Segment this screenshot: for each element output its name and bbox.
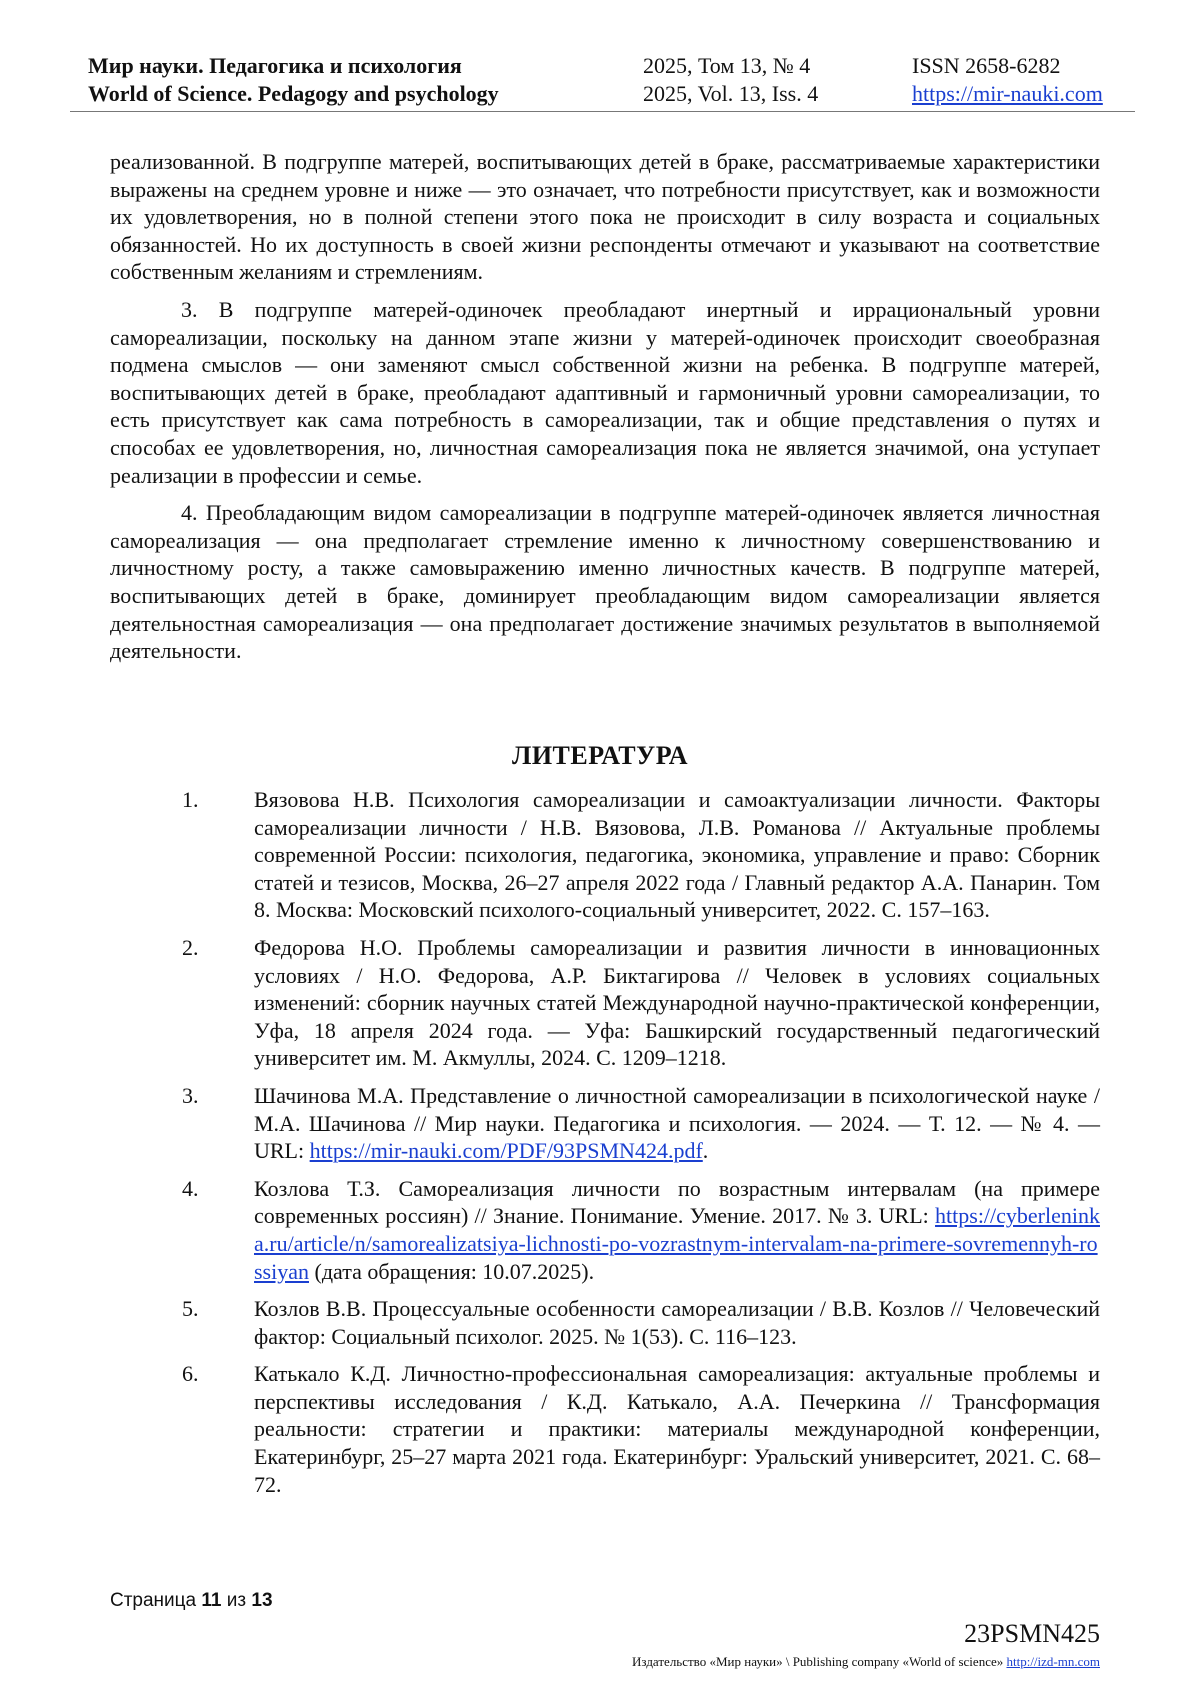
reference-link[interactable]: https://cyberleninka.ru/article/n/samorealizatsiya-lichnosti-po-vozrastnym-intervalam-na-primere-sovremennyh-rossiyan (254, 1203, 1100, 1284)
reference-number: 6. (182, 1361, 199, 1387)
header-rule (70, 111, 1135, 112)
reference-text: Вязовова Н.В. Психология самореализации и самоактуализации личности. Факторы самореализации личности / Н.В. Вязовова, Л.В. Романова // Актуальные проблемы современной России: психология, педагогика, экономика, управление и право: Сборник статей и тезисов, Москва, 26–27 апреля 2022 года / Главный редактор А.А. Панарин. Том 8. Москва: Московский психолого-социальный университет, 2022. С. 157–163. (254, 787, 1100, 923)
page-of: из (226, 1590, 247, 1611)
journal-url-cell (912, 80, 1103, 108)
publisher-text: Издательство «Мир науки» \ Publishing company «World of science» (632, 1654, 1004, 1669)
reference-list (110, 786, 1100, 1508)
reference-text: Козлов В.В. Процессуальные особенности самореализации / В.В. Козлов // Человеческий фактор: Социальный психолог. 2025. № 1(53). С. 116–123. (254, 1296, 1100, 1349)
reference-item (110, 786, 1100, 924)
journal-title-ru: Мир науки. Педагогика и психология (88, 53, 462, 78)
paragraph-3: 4. Преобладающим видом самореализации в подгруппе матерей-одиночек является личностная самореализация — она предполагает стремление именно к личностному совершенствованию и личностному росту, а также самовыражению именно личностных качеств. В подгруппе матерей, воспитывающих детей в браке, доминирует преобладающим видом самореализации является деятельностная самореализация — она предполагает достижение значимых результатов в выполняемой деятельности. (110, 500, 1100, 664)
reference-item (110, 1175, 1100, 1285)
reference-number: 4. (182, 1175, 199, 1201)
reference-text: Шачинова М.А. Представление о личностной самореализации в психологической науке / М.А. Шачинова // Мир науки. Педагогика и психология. — 2024. — Т. 12. — № 4. — URL: (254, 1082, 1100, 1164)
reference-text-after: (дата обращения: 10.07.2025). (309, 1258, 595, 1284)
reference-text-after: . (702, 1138, 709, 1164)
reference-text: Катькало К.Д. Личностно-профессиональная самореализация: актуальные проблемы и перспективы исследования / К.Д. Катькало, А.А. Печеркина // Трансформация реальности: стратегии и практики: материалы международной конференции, Екатеринбург, 25–27 марта 2021 года. Екатеринбург: Уральский университет, 2021. С. 68–72. (254, 1361, 1100, 1497)
reference-item (110, 1295, 1100, 1350)
journal-title-en: World of Science. Pedagogy and psychology (88, 81, 499, 106)
reference-item (110, 934, 1100, 1072)
publisher-line (632, 1654, 1100, 1670)
issn: ISSN 2658-6282 (912, 53, 1061, 78)
publisher-link[interactable]: http://izd-mn.com (1006, 1654, 1100, 1669)
paragraph-2: 3. В подгруппе матерей-одиночек преобладают инертный и иррациональный уровни самореализации, поскольку на данном этапе жизни у матерей-одиночек происходит своеобразная подмена смыслов — они заменяют смысл собственной жизни на ребенка. В подгруппе матерей, воспитывающих детей в браке, преобладают адаптивный и гармоничный уровни самореализации, то есть присутствует как сама потребность в самореализации, так и общие представления о путях и способах ее удовлетворения, но, личностная самореализация пока не является значимой, она уступает реализации в профессии и семье. (110, 296, 1100, 488)
page-prefix: Страница (110, 1590, 197, 1611)
page-header (70, 52, 1135, 110)
paragraph-1: реализованной. В подгруппе матерей, воспитывающих детей в браке, рассматриваемые характеристики выражены на среднем уровне и ниже — это означает, что потребности присутствует, как и возможности их удовлетворения, но в полной степени этого пока не происходит в силу возраста и социальных обязанностей. Но их доступность в своей жизни респонденты отмечают и указывают на соответствие собственным желаниям и стремлениям. (110, 149, 1100, 285)
reference-item (110, 1082, 1100, 1165)
page-current: 11 (201, 1590, 222, 1611)
reference-item (110, 1360, 1100, 1498)
reference-number: 2. (182, 934, 199, 960)
reference-number: 3. (182, 1082, 199, 1108)
reference-number: 5. (182, 1296, 199, 1322)
reference-text: Козлова Т.З. Самореализация личности по возрастным интервалам (на примере современных россиян) // Знание. Понимание. Умение. 2017. № 3. URL: (254, 1175, 1100, 1229)
article-code: 23PSMN425 (964, 1619, 1100, 1648)
page-counter (110, 1590, 273, 1612)
reference-text: Федорова Н.О. Проблемы самореализации и развития личности в инновационных условиях / Н.О. Федорова, А.Р. Биктагирова // Человек в условиях социальных изменений: сборник научных статей Международной научно-практической конференции, Уфа, 18 апреля 2024 года. — Уфа: Башкирский государственный педагогический университет им. М. Акмуллы, 2024. С. 1209–1218. (254, 934, 1100, 1071)
page-total: 13 (251, 1590, 273, 1611)
article-body (110, 148, 1100, 675)
journal-url-link[interactable]: https://mir-nauki.com (912, 81, 1103, 106)
literature-heading: ЛИТЕРАТУРА (511, 741, 689, 770)
issue-en: 2025, Vol. 13, Iss. 4 (643, 81, 819, 106)
issue-ru: 2025, Том 13, № 4 (643, 53, 811, 78)
reference-link[interactable]: https://mir-nauki.com/PDF/93PSMN424.pdf (309, 1138, 703, 1164)
reference-number: 1. (182, 787, 199, 812)
